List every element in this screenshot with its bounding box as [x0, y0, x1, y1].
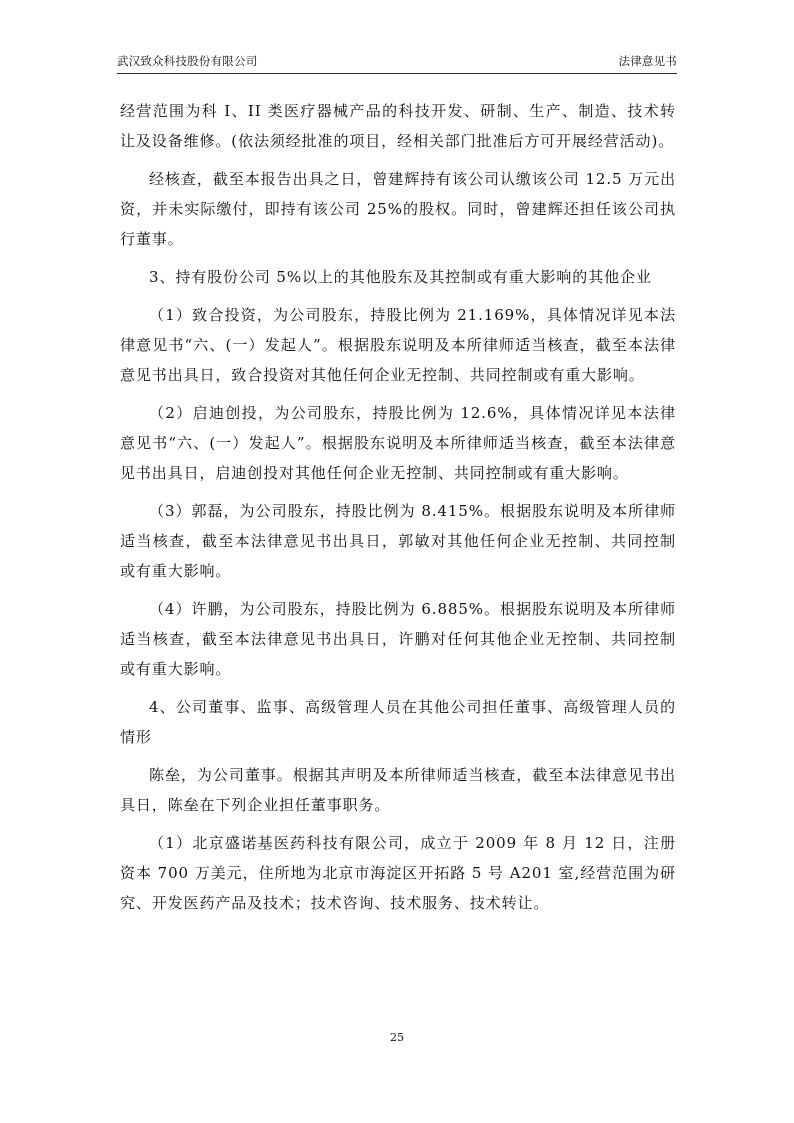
header-company-name: 武汉致众科技股份有限公司 — [117, 54, 258, 68]
paragraph-director: 陈垒，为公司董事。根据其声明及本所律师适当核查，截至本法律意见书出具日，陈垒在下列企业担任董事职务。 — [120, 766, 676, 814]
paragraph-shareholder-3: （3）郭磊，为公司股东，持股比例为 8.415%。根据股东说明及本所律师适当核查，截至本法律意见书出具日，郭敏对其他任何企业无控制、共同控制或有重大影响。 — [120, 502, 676, 580]
section-heading-4: 4、公司董事、监事、高级管理人员在其他公司担任董事、高级管理人员的情形 — [120, 698, 676, 746]
paragraph-shareholder-4: （4）许鹏，为公司股东，持股比例为 6.885%。根据股东说明及本所律师适当核查，截至本法律意见书出具日，许鹏对任何其他企业无控制、共同控制或有重大影响。 — [120, 600, 676, 678]
paragraph-shareholder-1: （1）致合投资，为公司股东，持股比例为 21.169%，具体情况详见本法律意见书“六、(一）发起人”。根据股东说明及本所律师适当核查，截至本法律意见书出具日，致合投资对其他任何企业无控制、共同控制或有重大影响。 — [120, 306, 676, 384]
paragraph-company-1: （1）北京盛诺基医药科技有限公司，成立于 2009 年 8 月 12 日，注册资本 700 万美元，住所地为北京市海淀区开拓路 5 号 A201 室,经营范围为研究、开发医药产品及技术；技术咨询、技术服务、技术转让。 — [120, 834, 676, 912]
header-divider — [117, 73, 677, 74]
paragraph-verification: 经核查，截至本报告出具之日，曾建辉持有该公司认缴该公司 12.5 万元出资，并未实际缴付，即持有该公司 25%的股权。同时，曾建辉还担任该公司执行董事。 — [120, 170, 676, 248]
page-number: 25 — [390, 1031, 404, 1044]
paragraph-shareholder-2: （2）启迪创投，为公司股东，持股比例为 12.6%，具体情况详见本法律意见书“六、(一）发起人”。根据股东说明及本所律师适当核查，截至本法律意见书出具日，启迪创投对其他任何企业无控制、共同控制或有重大影响。 — [120, 404, 676, 482]
document-body — [120, 96, 676, 926]
header-document-type: 法律意见书 — [618, 54, 677, 68]
paragraph-business-scope: 经营范围为科 I、II 类医疗器械产品的科技开发、研制、生产、制造、技术转让及设备维修。(依法须经批准的项目，经相关部门批准后方可开展经营活动)。 — [120, 102, 676, 150]
page-header — [117, 52, 677, 74]
section-heading-3: 3、持有股份公司 5%以上的其他股东及其控制或有重大影响的其他企业 — [149, 268, 652, 286]
